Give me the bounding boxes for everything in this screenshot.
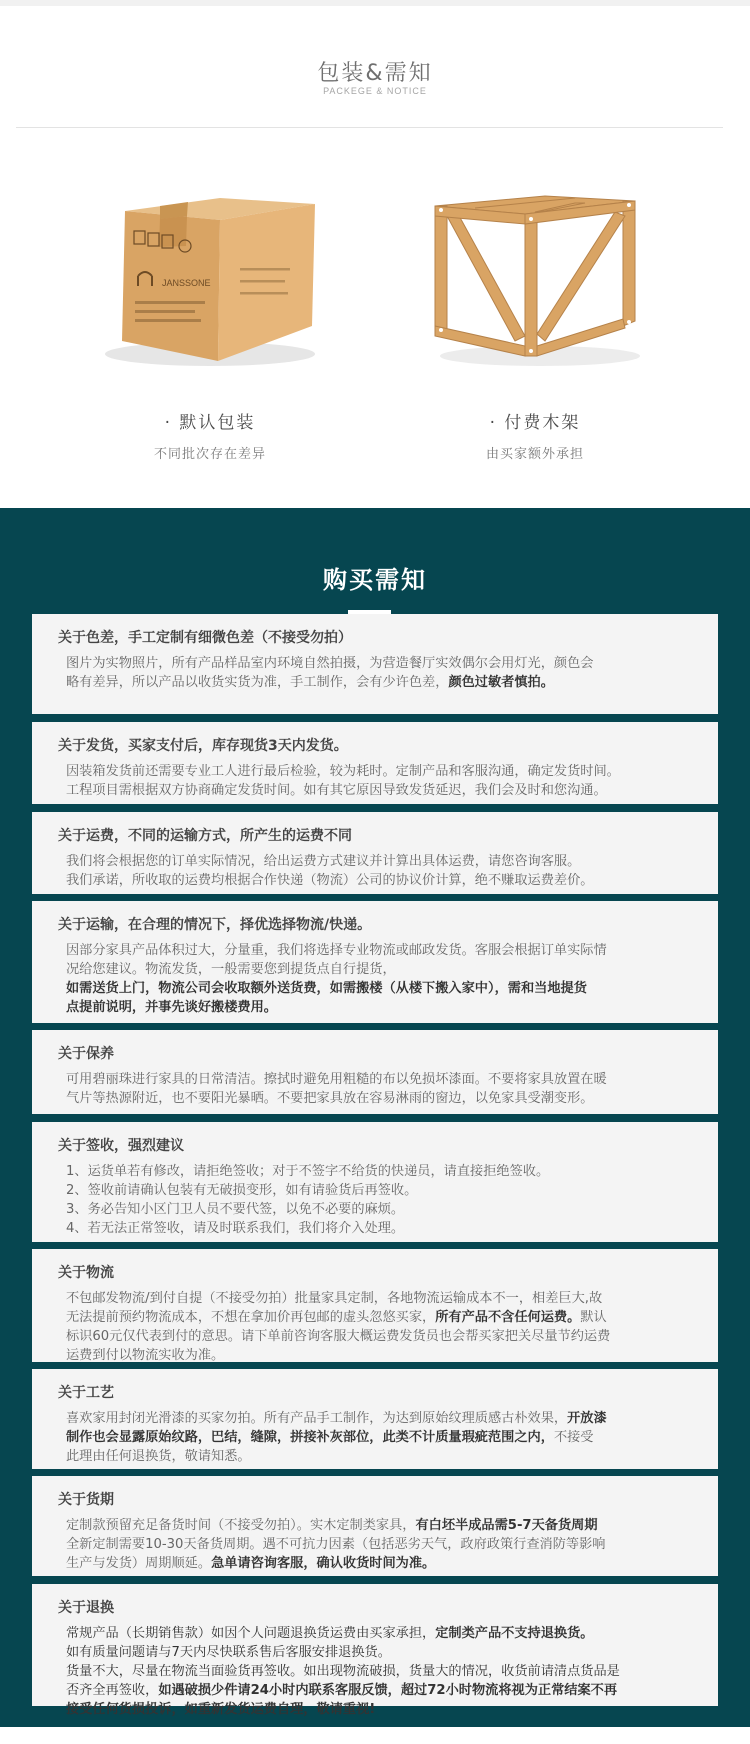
notice-line <box>66 1346 694 1365</box>
notice-line <box>66 1624 694 1643</box>
notice-line <box>66 1219 694 1238</box>
notice-line <box>66 781 694 800</box>
notice-text: 默认 <box>580 1310 607 1325</box>
purchase-notice-section <box>0 508 750 1727</box>
notice-emphasis-text: 开放漆 <box>567 1411 607 1426</box>
notice-emphasis-text: 接受任何货损投诉，如重新发货运费自理，敬请重视! <box>66 1702 376 1717</box>
notice-text: 不接受 <box>553 1430 594 1445</box>
notice-card-body <box>58 1070 694 1108</box>
notice-card-craft <box>32 1369 718 1469</box>
notice-text: 况给您建议。物流发货，一般需要您到提货点自行提货， <box>66 962 396 977</box>
notice-line <box>66 1327 694 1346</box>
notice-card-title: 关于签收，强烈建议 <box>58 1138 184 1154</box>
notice-line <box>66 654 694 673</box>
notice-card-title: 关于色差，手工定制有细微色差（不接受勿拍） <box>58 630 352 646</box>
notice-line <box>66 941 694 960</box>
notice-card-title: 关于运输，在合理的情况下，择优选择物流/快递。 <box>58 917 372 933</box>
notice-card-freight <box>32 812 718 894</box>
notice-line <box>66 1643 694 1662</box>
notice-text: 喜欢家用封闭光滑漆的买家勿拍。所有产品手工制作，为达到原始纹理质感古朴效果， <box>66 1411 568 1426</box>
notice-text: 4、若无法正常签收，请及时联系我们，我们将介入处理。 <box>66 1221 405 1236</box>
notice-line <box>66 1535 694 1554</box>
notice-line <box>66 1681 694 1700</box>
notice-line <box>66 1162 694 1181</box>
notice-card-title: 关于发货，买家支付后，库存现货3天内发货。 <box>58 738 348 754</box>
notice-text: 因装箱发货前还需要专业工人进行最后检验，较为耗时。定制产品和客服沟通，确定发货时间。 <box>66 764 620 779</box>
notice-emphasis-text: 有白坯半成品需5-7天备货周期 <box>415 1518 598 1533</box>
notice-text: 我们将会根据您的订单实际情况，给出运费方式建议并计算出具体运费，请您咨询客服。 <box>66 854 581 869</box>
notice-text: 我们承诺，所收取的运费均根据合作快递（物流）公司的协议价计算，绝不赚取运费差价。 <box>66 873 594 888</box>
notice-text: 无法提前预约物流成本，不想在拿加价再包邮的虚头忽悠买家， <box>66 1310 436 1325</box>
notice-card-shipping <box>32 722 718 804</box>
notice-text: 图片为实物照片，所有产品样品室内环境自然拍摄，为营造餐厅实效偶尔会用灯光，颜色会 <box>66 656 594 671</box>
notice-card-transport <box>32 901 718 1023</box>
wooden-crate-item <box>395 176 675 462</box>
notice-text: 1、运货单若有修改，请拒绝签收；对于不签字不给货的快递员，请直接拒绝签收。 <box>66 1164 550 1179</box>
default-packaging-item <box>70 176 350 462</box>
wooden-crate-image <box>415 176 655 376</box>
notice-emphasis-text: 颜色过敏者慎拍。 <box>448 675 554 690</box>
notice-text: 如有质量问题请与7天内尽快联系售后客服安排退换货。 <box>66 1645 391 1660</box>
packaging-title: 包装&需知 <box>317 61 433 86</box>
notice-text: 可用碧丽珠进行家具的日常清洁。擦拭时避免用粗糙的布以免损坏漆面。不要将家具放置在暖 <box>66 1072 607 1087</box>
notice-card-body <box>58 1409 694 1466</box>
wooden-crate-desc: 由买家额外承担 <box>485 447 584 462</box>
notice-line <box>66 1447 694 1466</box>
notice-text: 常规产品（长期销售款）如因个人问题退换货运费由买家承担， <box>66 1626 436 1641</box>
bottom-strip <box>0 1727 750 1744</box>
notice-line <box>66 673 694 692</box>
notice-text: 3、务必告知小区门卫人员不要代签，以免不必要的麻烦。 <box>66 1202 405 1217</box>
packaging-divider <box>16 127 723 128</box>
notice-card-body <box>58 941 694 1017</box>
box-brand-text: JANSSONE <box>162 278 211 288</box>
notice-text: 全新定制需要10-30天备货周期。遇不可抗力因素（包括恶劣天气，政府政策行查消防等影响 <box>66 1537 606 1552</box>
wooden-crate-label: · 付费木架 <box>489 413 581 433</box>
notice-emphasis-text: 急单请咨询客服，确认收货时间为准。 <box>211 1556 436 1571</box>
notice-text: 气片等热源附近，也不要阳光暴晒。不要把家具放在容易淋雨的窗边，以免家具受潮变形。 <box>66 1091 594 1106</box>
cardboard-box-image <box>90 176 330 376</box>
notice-emphasis-text: 如遇破损少件请24小时内联系客服反馈，超过72小时物流将视为正常结案不再 <box>158 1683 618 1698</box>
notice-line <box>66 1070 694 1089</box>
notice-text: 不包邮发物流/到付自提（不接受勿拍）批量家具定制，各地物流运输成本不一，相差巨大,故 <box>66 1291 603 1306</box>
notice-card-body <box>58 1162 694 1238</box>
notice-line <box>66 1308 694 1327</box>
notice-text: 生产与发货）周期顺延。 <box>66 1556 212 1571</box>
notice-text: 工程项目需根据双方协商确定发货时间。如有其它原因导致发货延迟，我们会及时和您沟通。 <box>66 783 607 798</box>
notice-line <box>66 1554 694 1573</box>
notice-text: 标识60元仅代表到付的意思。请下单前咨询客服大概运费发货员也会帮买家把关尽量节约运费 <box>66 1329 611 1344</box>
notice-line <box>66 1409 694 1428</box>
notice-line <box>66 1289 694 1308</box>
notice-card-logistics <box>32 1249 718 1362</box>
notice-line <box>66 1181 694 1200</box>
notice-card-title: 关于物流 <box>58 1265 114 1281</box>
notice-card-body <box>58 654 694 692</box>
notice-card-body <box>58 852 694 890</box>
notice-line <box>66 1428 694 1447</box>
notice-text: 定制款预留充足备货时间（不接受勿拍）。实木定制类家具， <box>66 1518 416 1533</box>
notice-line <box>66 852 694 871</box>
notice-card-body <box>58 762 694 800</box>
notice-line <box>66 1700 694 1719</box>
notice-text: 因部分家具产品体积过大，分量重，我们将选择专业物流或邮政发货。客服会根据订单实际情 <box>66 943 607 958</box>
notice-line <box>66 871 694 890</box>
notice-card-body <box>58 1289 694 1365</box>
notice-text: 略有差异，所以产品以收货实货为准，手工制作，会有少许色差， <box>66 675 449 690</box>
notice-emphasis-text: 定制类产品不支持退换货。 <box>435 1626 594 1641</box>
notice-card-body <box>58 1516 694 1573</box>
notice-emphasis-text: 制作也会显露原始纹路，巴结，缝隙，拼接补灰部位，此类不计质量瑕疵范围之内， <box>66 1430 554 1445</box>
notice-line <box>66 998 694 1017</box>
notice-text: 此理由任何退换货，敬请知悉。 <box>66 1449 251 1464</box>
packaging-subtitle: PACKEGE & NOTICE <box>323 86 427 96</box>
notice-line <box>66 1662 694 1681</box>
default-packaging-desc: 不同批次存在差异 <box>153 447 266 462</box>
notice-card-returns <box>32 1584 718 1717</box>
notice-line <box>66 762 694 781</box>
notice-card-title: 关于退换 <box>58 1600 114 1616</box>
default-packaging-label: · 默认包装 <box>164 413 256 433</box>
notice-line <box>66 1089 694 1108</box>
notice-text: 2、签收前请确认包装有无破损变形，如有请验货后再签收。 <box>66 1183 418 1198</box>
purchase-notice-title: 购买需知 <box>323 566 427 594</box>
notice-text: 否齐全再签收， <box>66 1683 159 1698</box>
packaging-section <box>0 6 750 508</box>
notice-emphasis-text: 点提前说明，并事先谈好搬楼费用。 <box>66 1000 277 1015</box>
notice-card-color-difference <box>32 614 718 714</box>
notice-card-signing <box>32 1122 718 1242</box>
notice-emphasis-text: 如需送货上门，物流公司会收取额外送货费，如需搬楼（从楼下搬入家中），需和当地提货 <box>66 981 587 996</box>
notice-card-title: 关于保养 <box>58 1046 114 1062</box>
notice-emphasis-text: 所有产品不含任何运费。 <box>435 1310 581 1325</box>
notice-line <box>66 979 694 998</box>
notice-text: 运费到付以物流实收为准。 <box>66 1348 225 1363</box>
notice-card-body <box>58 1624 694 1719</box>
notice-card-delivery-period <box>32 1476 718 1576</box>
notice-card-maintenance <box>32 1030 718 1114</box>
notice-card-title: 关于运费，不同的运输方式，所产生的运费不同 <box>58 828 352 844</box>
notice-line <box>66 960 694 979</box>
notice-card-title: 关于工艺 <box>58 1385 114 1401</box>
notice-line <box>66 1200 694 1219</box>
notice-line <box>66 1516 694 1535</box>
notice-card-title: 关于货期 <box>58 1492 114 1508</box>
notice-text: 货量不大，尽量在物流当面验货再签收。如出现物流破损，货量大的情况，收货前请清点货品是 <box>66 1664 620 1679</box>
